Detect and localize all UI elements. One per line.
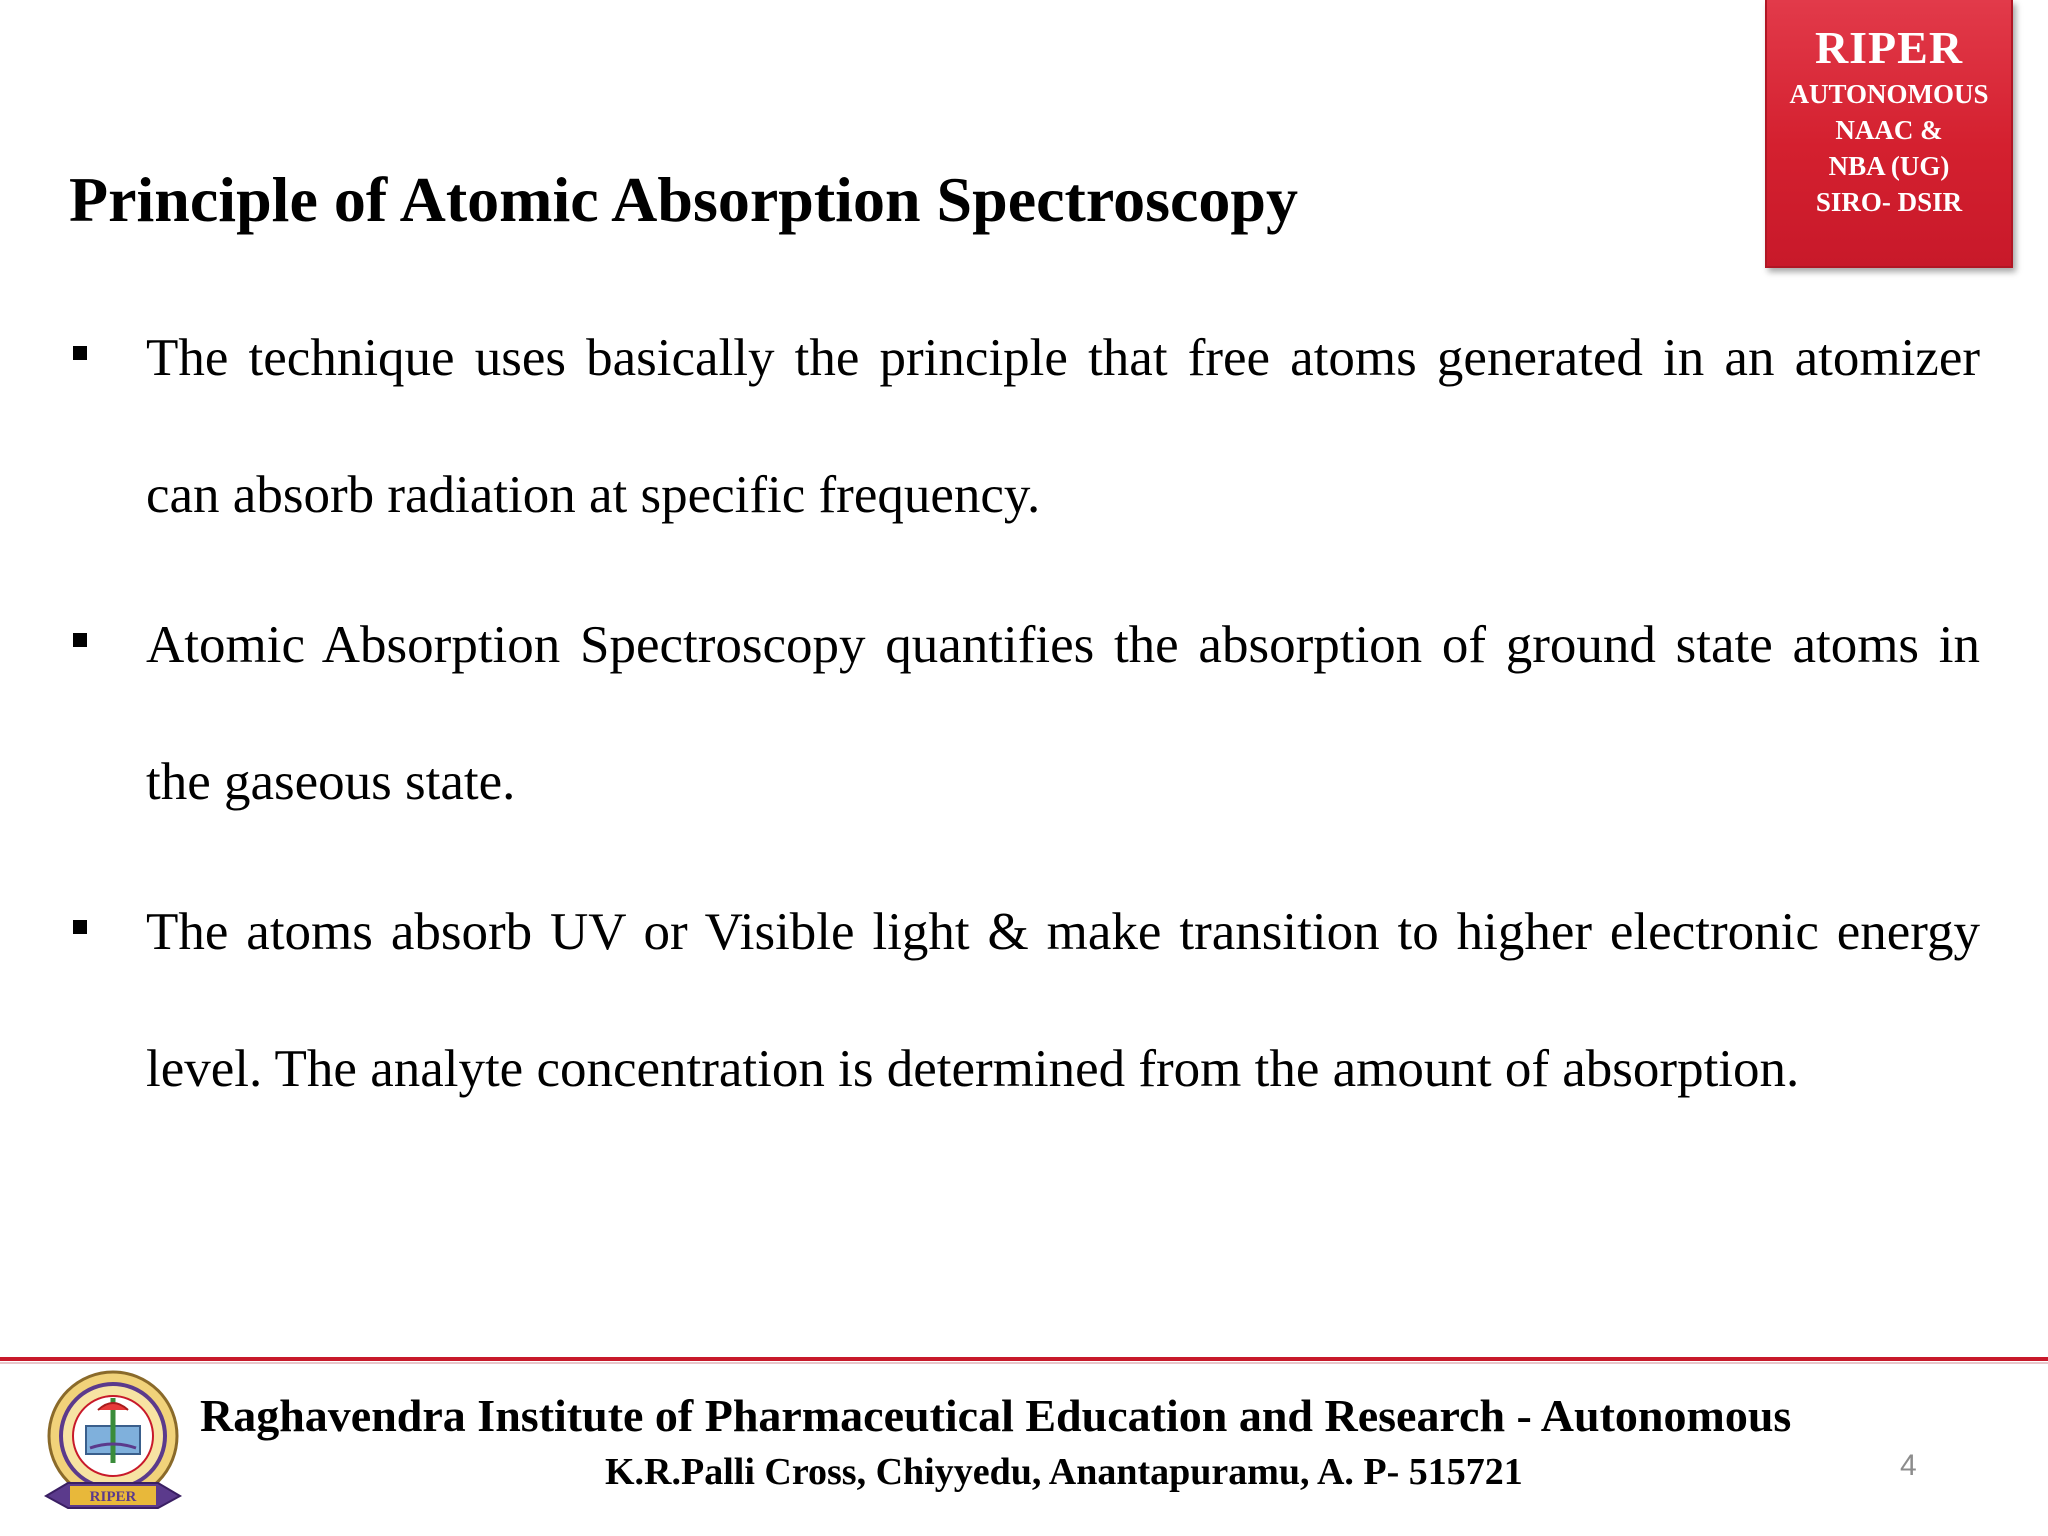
bullet-item bbox=[73, 577, 1980, 851]
bullet-text: Atomic Absorption Spectroscopy quantifies the absorption of ground state atoms in the gaseous state. bbox=[146, 616, 1980, 811]
bullet-list bbox=[73, 290, 1980, 1151]
accreditation-badge bbox=[1765, 0, 2013, 268]
footer-divider-shadow bbox=[0, 1362, 2048, 1364]
square-bullet-icon bbox=[73, 346, 87, 360]
footer-divider bbox=[0, 1357, 2048, 1361]
badge-title: RIPER bbox=[1814, 22, 1964, 73]
square-bullet-icon bbox=[73, 920, 87, 934]
institute-name: Raghavendra Institute of Pharmaceutical Education and Research - Autonomous bbox=[200, 1390, 1792, 1441]
badge-line-siro: SIRO- DSIR bbox=[1815, 187, 1963, 217]
bullet-text: The technique uses basically the principle that free atoms generated in an atomizer can absorb radiation at specific frequency. bbox=[146, 329, 1980, 524]
square-bullet-icon bbox=[73, 633, 87, 647]
institute-address: K.R.Palli Cross, Chiyyedu, Anantapuramu, A. P- 515721 bbox=[605, 1451, 1523, 1493]
bullet-item bbox=[73, 864, 1980, 1138]
bullet-text: The atoms absorb UV or Visible light & make transition to higher electronic energy level. The analyte concentration is determined from the amount of absorption. bbox=[146, 903, 1980, 1098]
page-number: 4 bbox=[1900, 1449, 1917, 1482]
logo-ribbon-text: RIPER bbox=[89, 1489, 137, 1505]
institute-logo-icon bbox=[38, 1368, 188, 1523]
badge-line-nba: NBA (UG) bbox=[1828, 151, 1950, 181]
badge-line-autonomous: AUTONOMOUS bbox=[1789, 79, 1989, 109]
badge-line-naac: NAAC & bbox=[1835, 115, 1943, 145]
bullet-item bbox=[73, 290, 1980, 564]
slide-title: Principle of Atomic Absorption Spectroscopy bbox=[69, 164, 1298, 235]
